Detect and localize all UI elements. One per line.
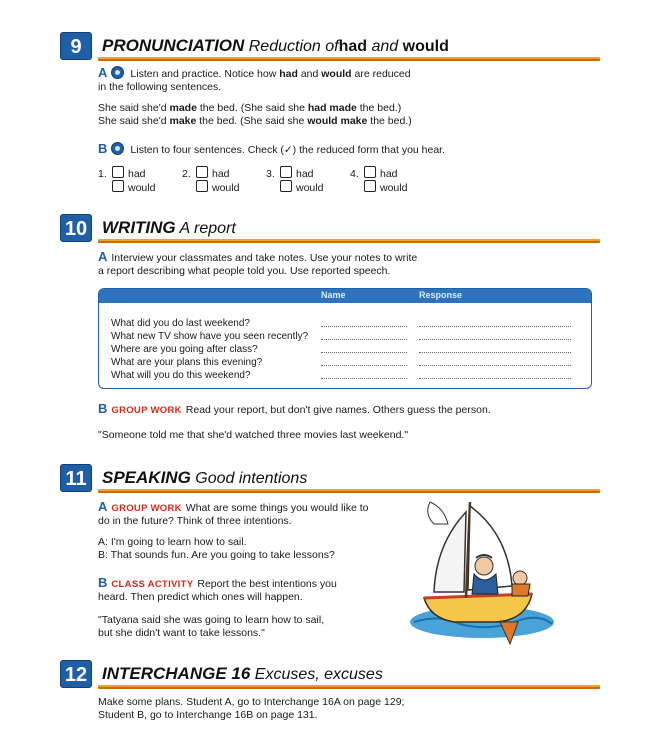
exercise-b: B GROUP WORK Read your report, but don't give names. Others guess the person. "Someone told me that she'd watched three movies last weekend.": [98, 402, 598, 442]
table-row: What will you do this weekend?: [99, 369, 591, 382]
response-blank[interactable]: [419, 378, 571, 379]
section-header: [60, 464, 600, 494]
section-number: 11: [60, 464, 92, 492]
section-title: SPEAKING Good intentions: [102, 468, 308, 487]
table-row: What new TV show have you seen recently?: [99, 330, 591, 343]
exercise-a: A GROUP WORK What are some things you would like to do in the future? Think of three intentions. A: I'm going to learn how to sail. B: That sounds fun. Are you going to take lessons?: [98, 500, 398, 562]
section-number: 10: [60, 214, 92, 242]
table-row: Where are you going after class?: [99, 343, 591, 356]
section-header: [60, 214, 600, 244]
section-header: [60, 32, 600, 62]
interview-table: [98, 288, 592, 389]
table-header: Name Response: [99, 289, 591, 303]
example-quote: "Tatyana said she was going to learn how to sail,: [98, 614, 325, 626]
name-blank[interactable]: [321, 339, 407, 340]
checkbox-had[interactable]: [112, 166, 124, 178]
header-rule: [98, 57, 600, 61]
name-blank[interactable]: [321, 365, 407, 366]
section-number: 9: [60, 32, 92, 60]
name-blank[interactable]: [321, 352, 407, 353]
example-sentence-1: She said she'd made the bed. (She said she had made the bed.): [98, 102, 402, 114]
section-title: WRITING A report: [102, 218, 236, 237]
dialogue-line-a: A: I'm going to learn how to sail.: [98, 536, 247, 548]
item-1: 1. had would: [98, 168, 156, 194]
section-pronunciation: [60, 32, 600, 197]
example-quote: "Someone told me that she'd watched three movies last weekend.": [98, 429, 409, 441]
section-title: PRONUNCIATION Reduction ofhad and would: [102, 36, 449, 55]
audio-cd-icon[interactable]: [111, 66, 124, 79]
section-title: INTERCHANGE 16 Excuses, excuses: [102, 664, 383, 683]
checkbox-would[interactable]: [280, 180, 292, 192]
exercise-b: B Listen to four sentences. Check (✓) the reduced form that you hear.: [98, 141, 446, 156]
response-blank[interactable]: [419, 365, 571, 366]
checkbox-had[interactable]: [196, 166, 208, 178]
response-blank[interactable]: [419, 339, 571, 340]
response-blank[interactable]: [419, 352, 571, 353]
section-writing: [60, 214, 600, 454]
header-rule: [98, 239, 600, 243]
section-speaking: [60, 464, 600, 654]
item-4: 4. had would: [350, 168, 408, 194]
header-rule: [98, 489, 600, 493]
exercise-a: A Listen and practice. Notice how had and would are reduced in the following sentences. She said she'd made the bed. (She said she had made the bed.) She said she'd make the bed. (She said she would make the bed.): [98, 66, 598, 128]
table-row: What did you do last weekend?: [99, 317, 591, 330]
checkbox-would[interactable]: [112, 180, 124, 192]
header-rule: [98, 685, 600, 689]
item-2: 2. had would: [182, 168, 240, 194]
dialogue-line-b: B: That sounds fun. Are you going to take lessons?: [98, 549, 335, 561]
audio-cd-icon[interactable]: [111, 142, 124, 155]
sailboat-illustration: [400, 494, 560, 646]
checkbox-would[interactable]: [364, 180, 376, 192]
response-blank[interactable]: [419, 326, 571, 327]
exercise-a: A Interview your classmates and take notes. Use your notes to write a report describing what people told you. Use reported speech.: [98, 249, 418, 277]
section-number: 12: [60, 660, 92, 688]
instructions: Make some plans. Student A, go to Interchange 16A on page 129; Student B, go to Interchange 16B on page 131.: [98, 696, 405, 721]
checkbox-would[interactable]: [196, 180, 208, 192]
name-blank[interactable]: [321, 326, 407, 327]
example-sentence-2: She said she'd make the bed. (She said she would make the bed.): [98, 115, 412, 127]
example-quote: but she didn't want to take lessons.": [98, 627, 265, 639]
checkbox-had[interactable]: [280, 166, 292, 178]
section-header: [60, 660, 600, 690]
checkbox-had[interactable]: [364, 166, 376, 178]
exercise-b: B CLASS ACTIVITY Report the best intentions you heard. Then predict which ones will happen. "Tatyana said she was going to learn how to sail, but she didn't want to take lessons.": [98, 576, 398, 640]
name-blank[interactable]: [321, 378, 407, 379]
item-3: 3. had would: [266, 168, 324, 194]
section-interchange: [60, 660, 600, 728]
table-row: What are your plans this evening?: [99, 356, 591, 369]
checkbox-items: [98, 166, 434, 194]
